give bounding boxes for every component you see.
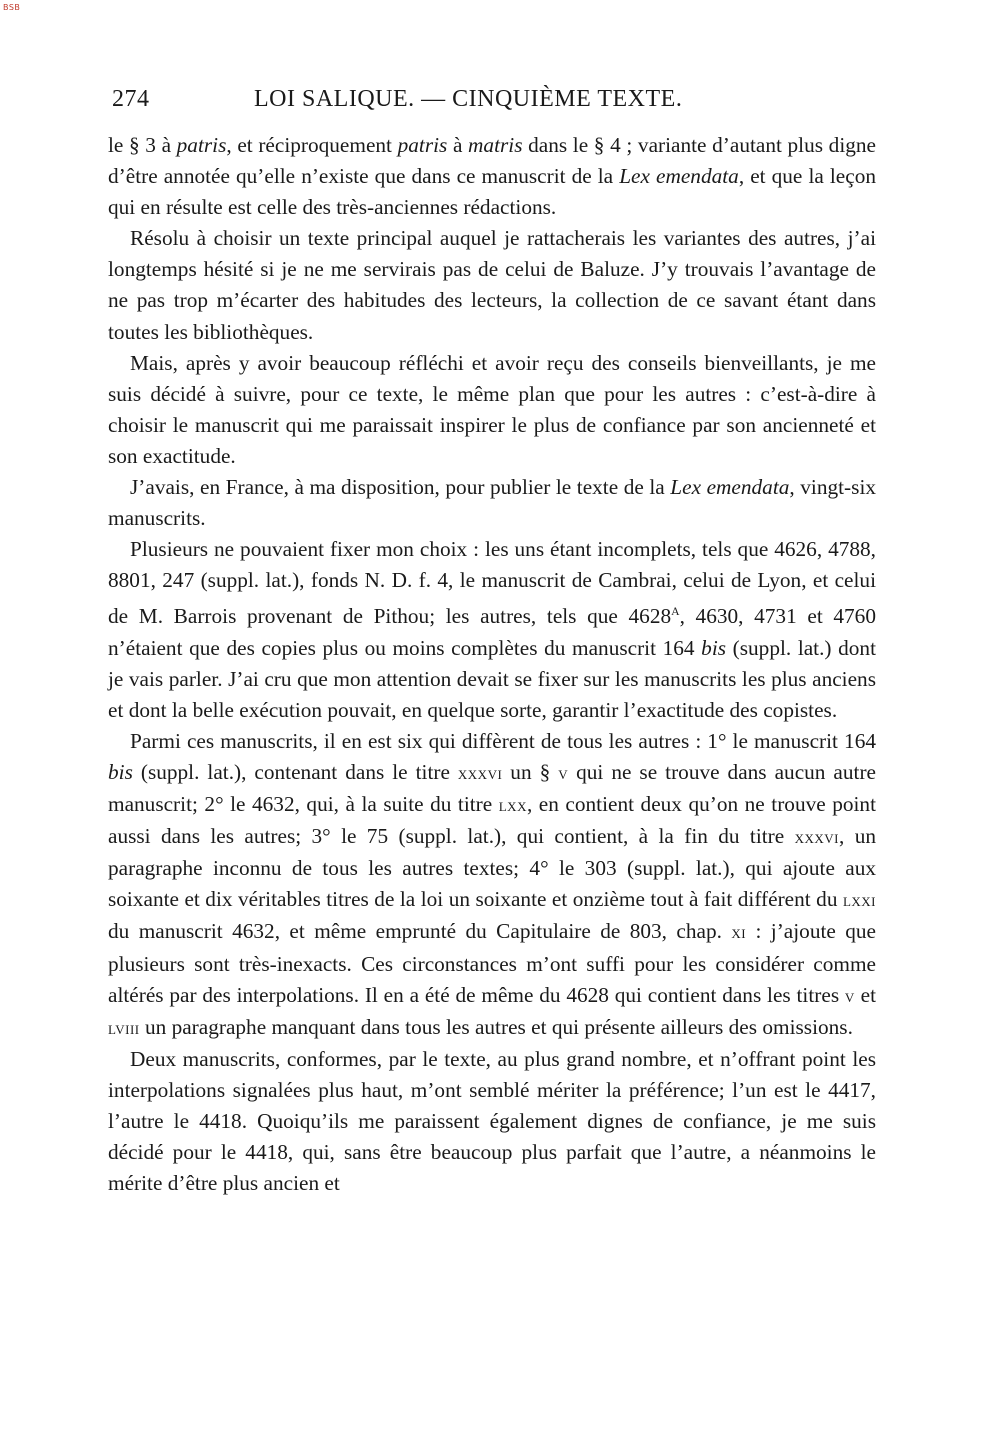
text-run: , vingt-six manuscrits.: [108, 475, 877, 531]
roman-numeral: xxxvi: [794, 827, 839, 848]
text-run: dans le § 4 ; variante d’autant plus digne d’être annotée qu’elle n’existe que dans ce manuscrit de la: [108, 133, 876, 189]
roman-numeral: xi: [731, 922, 747, 943]
text-run: , et réciproquement: [226, 133, 398, 157]
body-text: [108, 130, 876, 1199]
italic-term: patris: [176, 133, 227, 157]
text-run: J’avais, en France, à ma disposition, pour publier le texte de la: [130, 475, 671, 500]
paragraph-3: Mais, après y avoir beaucoup réfléchi et avoir reçu des conseils bienveillants, je me suis décidé à suivre, pour ce texte, le même plan que pour les autres : c’est-à-dire à choisir le manuscrit qui me paraissait inspirer le plus de confiance par son ancienneté et son exactitude.: [108, 350, 876, 468]
italic-term: matris: [468, 133, 523, 157]
paragraph-2: Résolu à choisir un texte principal auquel je rattacherais les variantes des autres, j’ai longtemps hésité si je ne me servirais pas de celui de Baluze. J’y trouvais l’avantage de ne pas trop m’écarter des habitudes des lecteurs, la collection de ce savant étant dans toutes les bibliothèques.: [108, 226, 876, 344]
roman-numeral: xxxvi: [457, 762, 503, 783]
text-run: , en contient deux qu’on ne trouve point aussi dans les autres; 3° le 75 (suppl. lat.), qui contient, à la fin du titre: [108, 792, 876, 849]
italic-term: patris: [397, 133, 448, 157]
italic-term: Lex emendata: [619, 164, 739, 189]
text-run: un paragraphe manquant dans tous les autres et qui présente ailleurs des omissions.: [139, 1014, 853, 1039]
superscript: A: [671, 605, 680, 619]
italic-term: Lex emendata: [670, 475, 790, 500]
text-run: le § 3 à: [108, 133, 177, 157]
text-run: (suppl. lat.), contenant dans le titre: [132, 759, 458, 784]
paragraph-4: [108, 472, 876, 534]
italic-term: bis: [108, 759, 133, 784]
text-run: Parmi ces manuscrits, il en est six qui diffèrent de tous les autres : 1° le manuscrit 164: [130, 728, 876, 753]
text-run: , 4630, 4731 et 4760 n’étaient que des copies plus ou moins complètes du manuscrit 164: [108, 604, 876, 660]
roman-numeral: lxx: [498, 795, 527, 816]
text-run: à: [447, 133, 469, 157]
text-run: qui ne se trouve dans aucun autre manuscrit; 2° le 4632, qui, à la suite du titre: [108, 759, 876, 817]
roman-numeral: lxxi: [842, 890, 876, 911]
page-number: 274: [112, 86, 150, 112]
paragraph-5: [108, 534, 876, 726]
text-run: Plusieurs ne pouvaient fixer mon choix : les uns étant incomplets, tels que 4626, 4788, 8801, 247 (suppl. lat.), fonds N. D. f. 4, le manuscrit de Cambrai, celui de Lyon, et celui de M. Barrois provenant de Pithou; les autres, tels que 4628: [108, 537, 876, 629]
running-title: LOI SALIQUE. — CINQUIÈME TEXTE.: [254, 86, 683, 112]
text-run: du manuscrit 4632, et même emprunté du Capitulaire de 803, chap.: [108, 919, 732, 944]
paragraph-6: [108, 726, 876, 1044]
text-run: un §: [502, 759, 559, 784]
roman-numeral: lviii: [108, 1017, 140, 1038]
paragraph-7: Deux manuscrits, conformes, par le texte, au plus grand nombre, et n’offrant point les interpolations signalées plus haut, m’ont semblé mériter la préférence; l’un est le 4417, l’autre le 4418. Quoiqu’ils me paraissent également dignes de confiance, je me suis décidé pour le 4418, qui, sans être beaucoup plus parfait que l’autre, a néanmoins le mérite d’être plus ancien et: [108, 1046, 876, 1196]
roman-numeral: v: [558, 762, 569, 783]
italic-term: bis: [701, 635, 727, 660]
library-stamp: BSB: [3, 3, 21, 12]
text-run: , et que la leçon qui en résulte est celle des très-anciennes rédactions.: [108, 164, 876, 220]
text-run: , un paragraphe inconnu de tous les autres textes; 4° le 303 (suppl. lat.), qui ajoute aux soixante et dix véritables titres de la loi un soixante et onzième tout à fait différent du: [108, 824, 876, 912]
page-header: [108, 86, 872, 120]
paragraph-1: [108, 130, 876, 223]
text-run: et: [854, 982, 876, 1007]
text-run: (suppl. lat.) dont je vais parler. J’ai cru que mon attention devait se fixer sur les manuscrits les plus anciens et dont la belle exécution pouvait, en quelque sorte, garantir l’exactitude des copistes.: [108, 635, 876, 722]
text-run: : j’ajoute que plusieurs sont très-inexacts. Ces circonstances m’ont suffi pour les considérer comme altérés par des interpolations. Il en a été de même du 4628 qui contient dans les titres: [108, 919, 877, 1007]
roman-numeral: v: [844, 985, 855, 1006]
